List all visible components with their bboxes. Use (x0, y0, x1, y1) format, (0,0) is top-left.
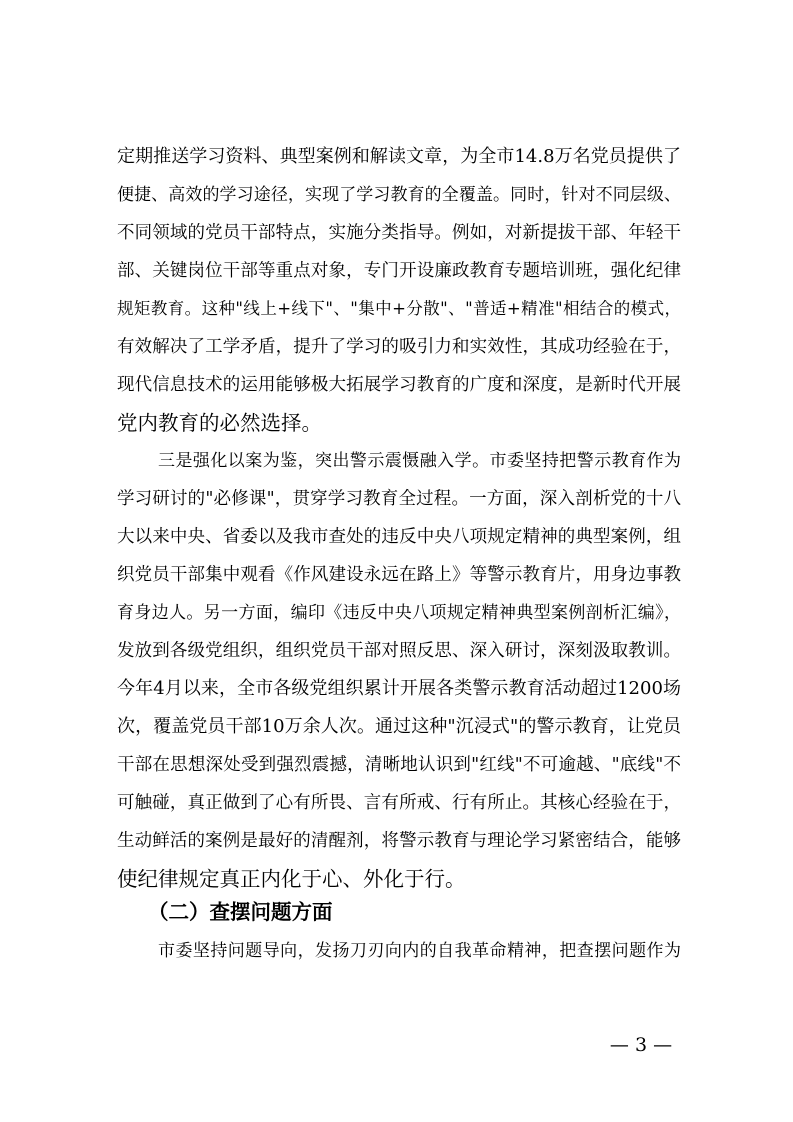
page-number: — 3 — (609, 1034, 673, 1056)
paragraph-2-line-11: 生动鲜活的案例是最好的清醒剂，将警示教育与理论学习紧密结合，能够 (117, 831, 681, 851)
paragraph-2-line-2: 学习研讨的"必修课"，贯穿学习教育全过程。一方面，深入剖析党的十八 (117, 489, 681, 509)
paragraph-2-line-6: 发放到各级党组织，组织党员干部对照反思、深入研讨，深刻汲取教训。 (117, 641, 681, 661)
section-heading: （二）查摆问题方面 (148, 900, 333, 924)
paragraph-1-line-1: 定期推送学习资料、典型案例和解读文章，为全市14.8万名党员提供了 (117, 146, 681, 167)
paragraph-3-line-1: 市委坚持问题导向，发扬刀刃向内的自我革命精神，把查摆问题作为 (158, 941, 681, 961)
paragraph-2-line-10: 可触碰，真正做到了心有所畏、言有所戒、行有所止。其核心经验在于， (117, 793, 681, 813)
paragraph-1-line-4: 部、关键岗位干部等重点对象，专门开设廉政教育专题培训班，强化纪律 (117, 261, 681, 281)
paragraph-1-line-6: 有效解决了工学矛盾，提升了学习的吸引力和实效性，其成功经验在于， (117, 337, 681, 357)
paragraph-2-line-5: 育身边人。另一方面，编印《违反中央八项规定精神典型案例剖析汇编》， (117, 603, 681, 623)
paragraph-2-line-3: 大以来中央、省委以及我市查处的违反中央八项规定精神的典型案例，组 (117, 527, 681, 547)
paragraph-2-line-7: 今年4月以来，全市各级党组织累计开展各类警示教育活动超过1200场 (117, 678, 681, 699)
paragraph-1-line-8: 党内教育的必然选择。 (117, 411, 322, 435)
paragraph-2-line-12: 使纪律规定真正内化于心、外化于行。 (117, 867, 466, 891)
paragraph-1-line-2: 便捷、高效的学习途径，实现了学习教育的全覆盖。同时，针对不同层级、 (117, 185, 681, 205)
paragraph-1-line-3: 不同领域的党员干部特点，实施分类指导。例如，对新提拔干部、年轻干 (117, 223, 681, 243)
paragraph-2-line-1: 三是强化以案为鉴，突出警示震慑融入学。市委坚持把警示教育作为 (158, 451, 681, 471)
paragraph-2-line-4: 织党员干部集中观看《作风建设永远在路上》等警示教育片，用身边事教 (117, 565, 681, 585)
paragraph-1-line-5: 规矩教育。这种"线上+线下"、"集中+分散"、"普适+精准"相结合的模式， (117, 299, 681, 318)
paragraph-2-line-9: 干部在思想深处受到强烈震撼，清晰地认识到"红线"不可逾越、"底线"不 (117, 755, 681, 775)
paragraph-1-line-7: 现代信息技术的运用能够极大拓展学习教育的广度和深度，是新时代开展 (117, 375, 681, 395)
paragraph-2-line-8: 次，覆盖党员干部10万余人次。通过这种"沉浸式"的警示教育，让党员 (117, 716, 681, 737)
